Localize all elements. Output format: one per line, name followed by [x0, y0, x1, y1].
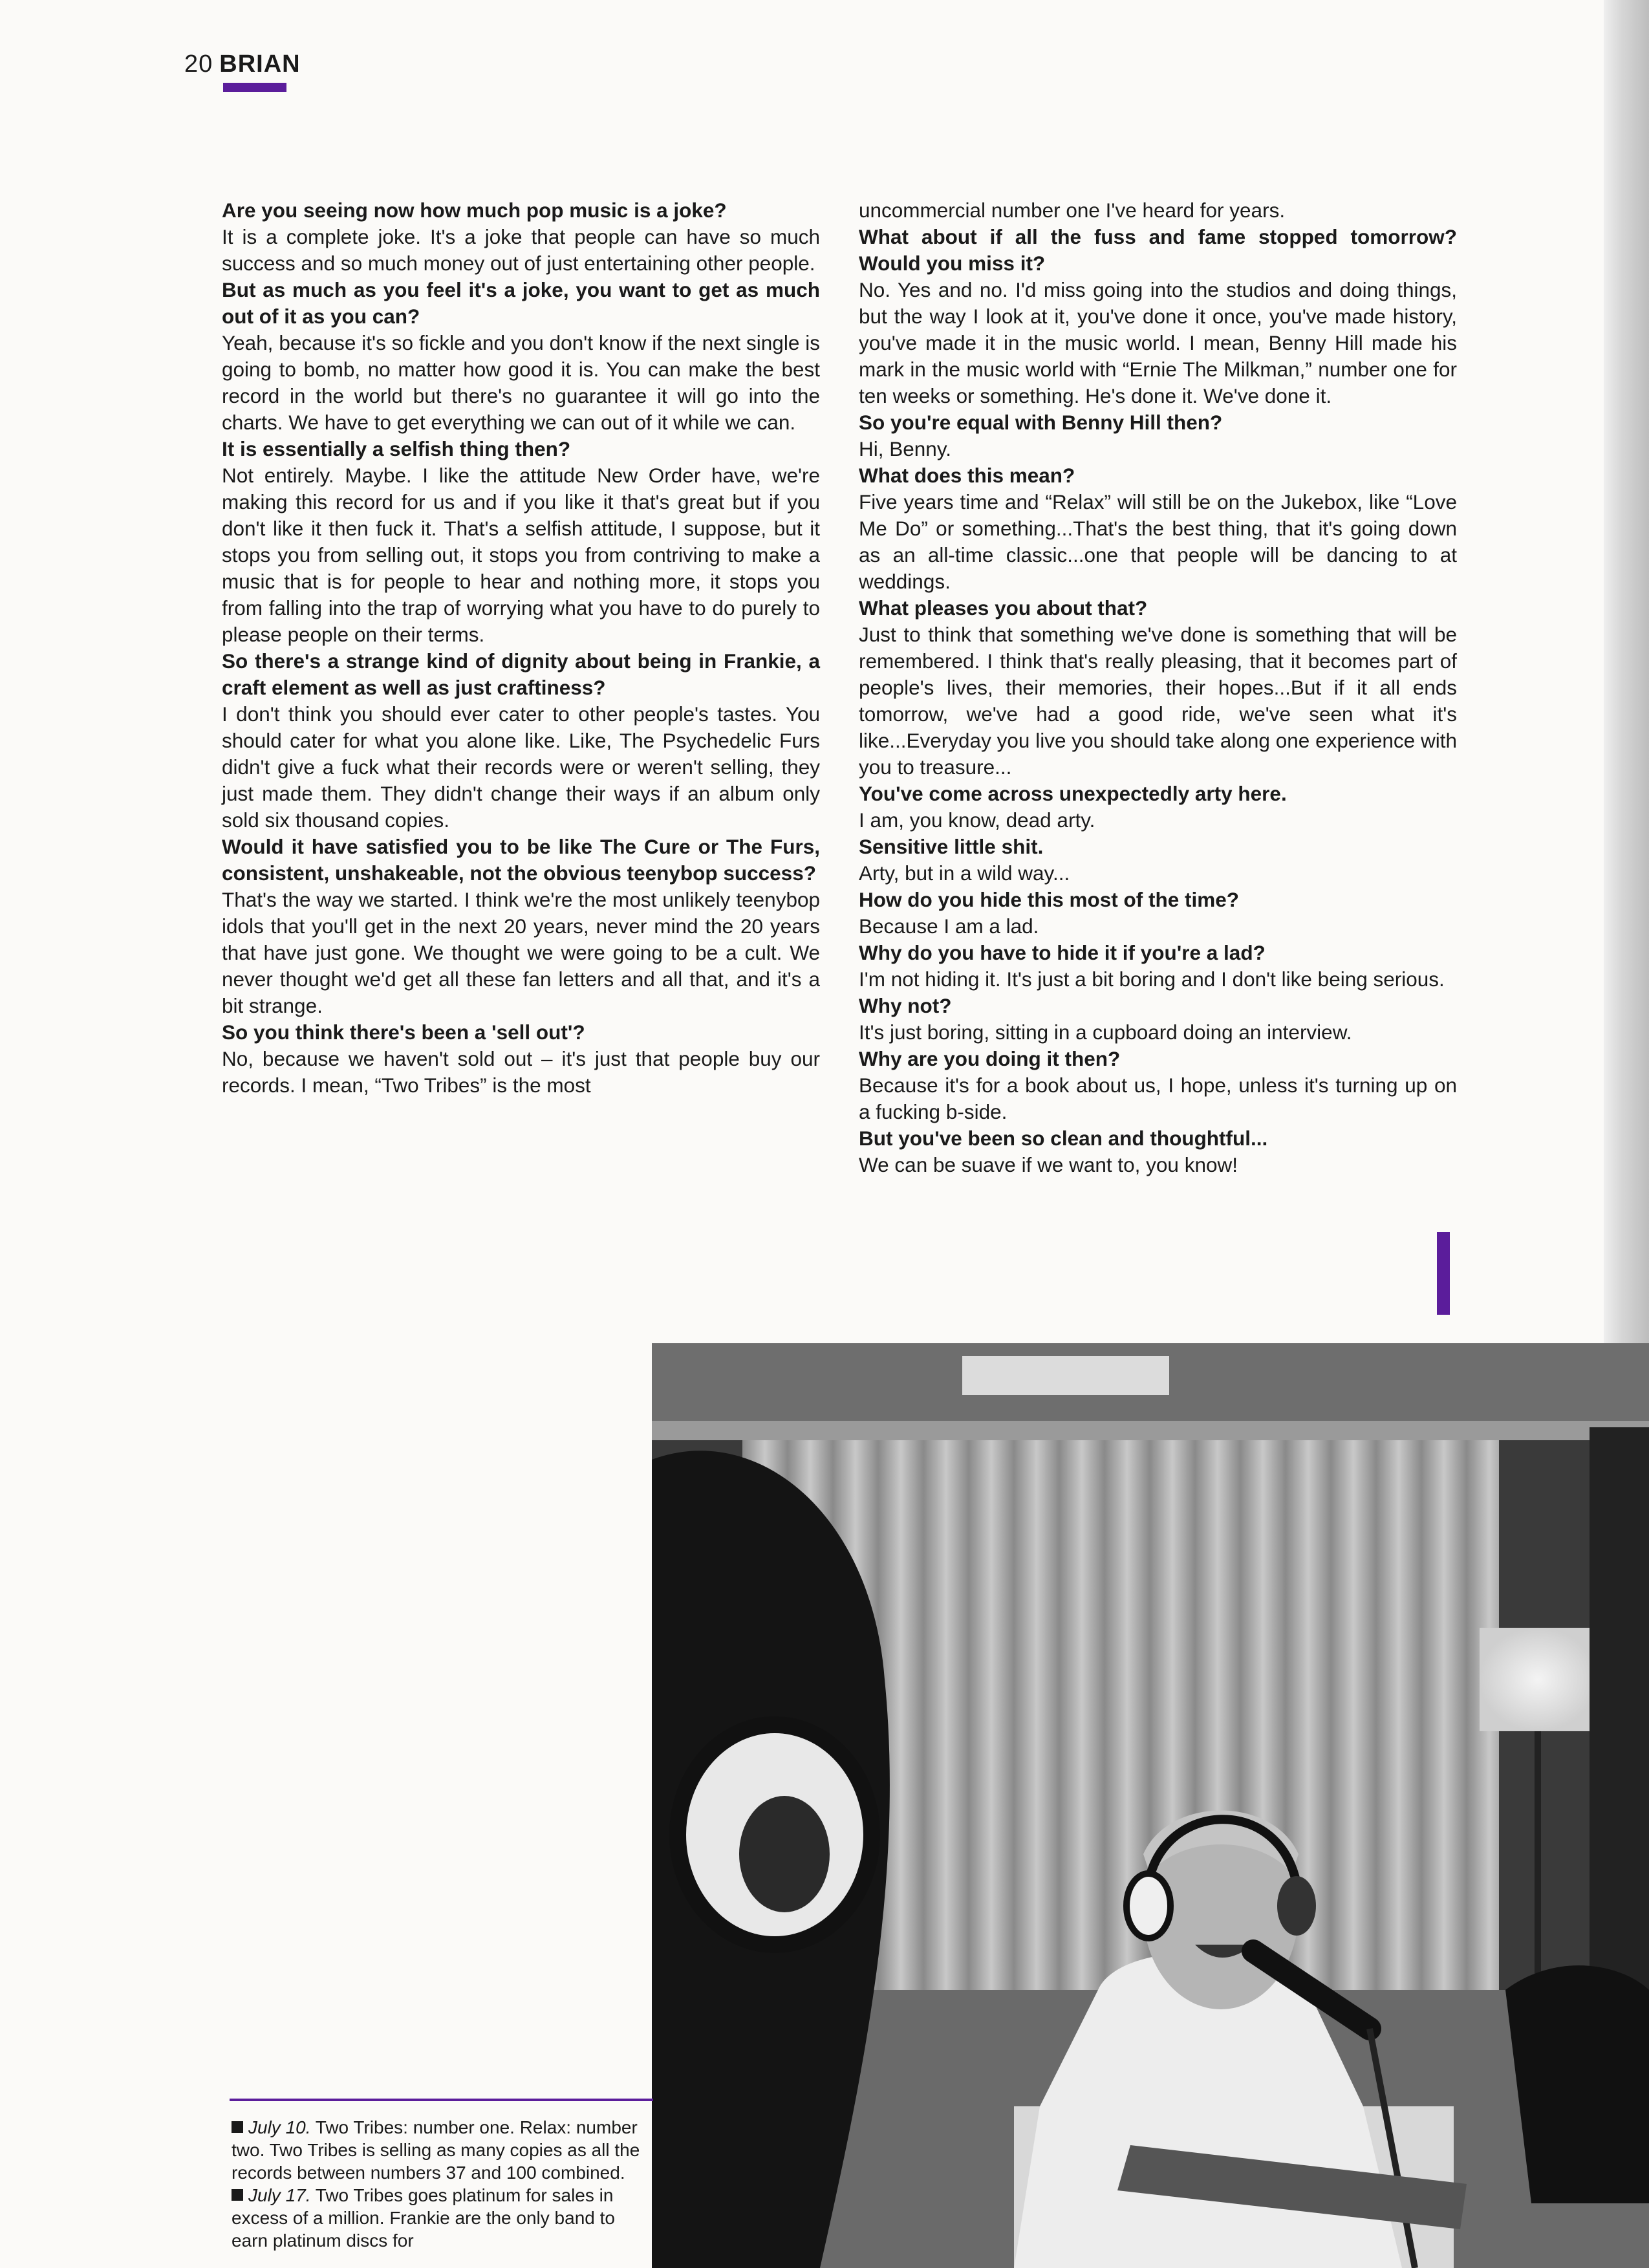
timeline-caption	[232, 2116, 645, 2252]
interview-answer: uncommercial number one I've heard for years.	[859, 199, 1286, 222]
interview-question: You've come across unexpectedly arty here.	[859, 782, 1287, 805]
interview-answer: Not entirely. Maybe. I like the attitude New Order have, we're making this record for us and if you like it that's great but if you don't like it then fuck it. That's a selfish attitude, I suppose, but it stops you from selling out, it stops you from contriving to make a music that is for people to hear and nothing more, it stops you from falling into the trap of worrying what you have to do purely to please people on their terms.	[222, 464, 820, 646]
interview-question: But you've been so clean and thoughtful...	[859, 1127, 1268, 1150]
interview-question: What about if all the fuss and fame stopped tomorrow? Would you miss it?	[859, 225, 1457, 275]
caption-text: Two Tribes: number one. Relax: number two. Two Tribes is selling as many copies as all the records between numbers 37 and 100 combined.	[232, 2117, 640, 2183]
header-accent-bar	[223, 83, 286, 92]
interview-question: Why are you doing it then?	[859, 1047, 1121, 1070]
interview-answer: That's the way we started. I think we're the most unlikely teenybop idols that you'll get in the next 20 years, never mind the 20 years that have just gone. We thought we were going to be a cult. We never thought we'd get all these fan letters and all that, and it's a bit strange.	[222, 888, 820, 1017]
bullet-square-icon	[232, 2189, 243, 2201]
interview-question: Sensitive little shit.	[859, 835, 1044, 858]
interview-answer: It is a complete joke. It's a joke that people can have so much success and so much money out of just entertaining other people.	[222, 225, 820, 275]
interview-question: Are you seeing now how much pop music is a joke?	[222, 199, 727, 222]
interview-answer: I'm not hiding it. It's just a bit boring and I don't like being serious.	[859, 967, 1445, 991]
interview-answer: Arty, but in a wild way...	[859, 861, 1070, 885]
interview-answer: No. Yes and no. I'd miss going into the studios and doing things, but the way I look at it, you've done it once, you've made history, you've made it in the music world. I mean, Benny Hill made his mark in the music world with “Ernie The Milkman,” number one for ten weeks or something. He's done it. We've done it.	[859, 278, 1457, 407]
interview-question: Why do you have to hide it if you're a lad?	[859, 941, 1266, 964]
interview-answer: It's just boring, sitting in a cupboard doing an interview.	[859, 1021, 1352, 1044]
interview-question: So you think there's been a 'sell out'?	[222, 1021, 585, 1044]
interview-question: So there's a strange kind of dignity about being in Frankie, a craft element as well as just craftiness?	[222, 649, 820, 699]
caption-rule	[230, 2099, 653, 2101]
interview-question: How do you hide this most of the time?	[859, 888, 1239, 911]
interview-answer: Just to think that something we've done is something that will be remembered. I think that's really pleasing, that it becomes part of people's lives, their memories, their hopes...But if it all ends tomorrow, we've had a good ride, we've seen what it's like...Everyday you live you should take along one experience with you to treasure...	[859, 623, 1457, 779]
interview-question: What pleases you about that?	[859, 596, 1148, 620]
studio-interview-photo	[652, 1343, 1649, 2268]
page-header	[184, 50, 301, 78]
interview-question: What does this mean?	[859, 464, 1075, 487]
page-number: 20	[184, 50, 213, 78]
interview-answer: I don't think you should ever cater to other people's tastes. You should cater for what you alone like. Like, The Psychedelic Furs didn't give a fuck what their records were or weren't selling, they just made them. They didn't change their ways if an album only sold six thousand copies.	[222, 702, 820, 832]
interview-question: But as much as you feel it's a joke, you want to get as much out of it as you can?	[222, 278, 820, 328]
interview-answer: Because it's for a book about us, I hope, unless it's turning up on a fucking b-side.	[859, 1074, 1457, 1123]
end-of-article-marker	[1437, 1232, 1450, 1315]
interview-question: It is essentially a selfish thing then?	[222, 437, 571, 460]
interview-answer: Because I am a lad.	[859, 914, 1039, 938]
interview-column-right	[859, 197, 1457, 1178]
interview-answer: We can be suave if we want to, you know!	[859, 1153, 1238, 1176]
interview-column-left	[222, 197, 820, 1099]
interview-answer: No, because we haven't sold out – it's just that people buy our records. I mean, “Two Tribes” is the most	[222, 1047, 820, 1097]
interview-question: Why not?	[859, 994, 952, 1017]
interview-answer: Yeah, because it's so fickle and you don't know if the next single is going to bomb, no matter how good it is. You can make the best record in the world but there's no guarantee it will go into the charts. We have to get everything we can out of it while we can.	[222, 331, 820, 434]
caption-date: July 10.	[248, 2117, 311, 2137]
bullet-square-icon	[232, 2121, 243, 2133]
section-title: BRIAN	[219, 50, 301, 78]
interview-question: Would it have satisfied you to be like The Cure or The Furs, consistent, unshakeable, not the obvious teenybop success?	[222, 835, 820, 885]
interview-answer: I am, you know, dead arty.	[859, 808, 1095, 832]
interview-answer: Hi, Benny.	[859, 437, 951, 460]
caption-date: July 17.	[248, 2185, 311, 2205]
photo-illustration	[652, 1343, 1649, 2268]
caption-entry	[232, 2116, 645, 2184]
caption-entry	[232, 2184, 645, 2252]
interview-question: So you're equal with Benny Hill then?	[859, 411, 1223, 434]
caption-text: Two Tribes goes platinum for sales in excess of a million. Frankie are the only band to earn platinum discs for	[232, 2185, 615, 2251]
interview-answer: Five years time and “Relax” will still be on the Jukebox, like “Love Me Do” or something...That's the best thing, that it's going down as an all-time classic...one that people will be dancing to at weddings.	[859, 490, 1457, 593]
